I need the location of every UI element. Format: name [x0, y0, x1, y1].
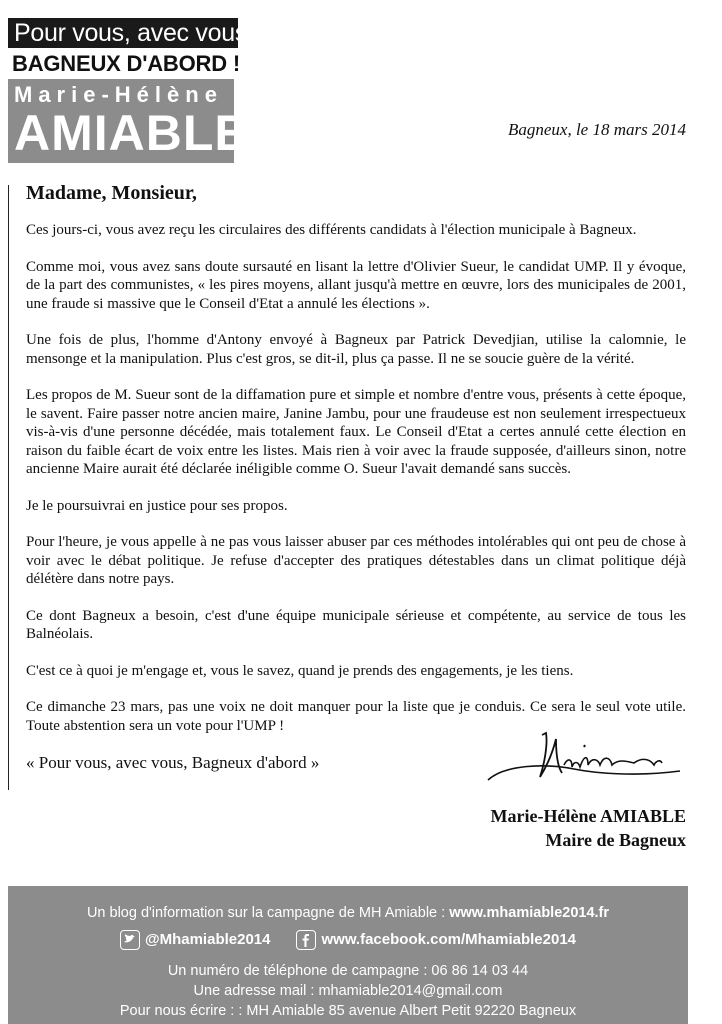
paragraph: Une fois de plus, l'homme d'Antony envoyé à Bagneux par Patrick Devedjian, utilise la calomnie, le mensonge et la manipulation. Plus c'est gros, se dit-il, plus ça passe. Il ne se soucie guère de la vérité.	[26, 332, 686, 367]
social-links	[8, 929, 688, 951]
letter-body	[26, 182, 686, 773]
paragraph: Je le poursuivrai en justice pour ses propos.	[26, 497, 288, 514]
campaign-motto: « Pour vous, avec vous, Bagneux d'abord »	[26, 753, 320, 772]
paragraph: Ce dont Bagneux a besoin, c'est d'une équipe municipale sérieuse et compétente, au service de tous les Balnéolais.	[26, 607, 686, 642]
paragraph: Comme moi, vous avez sans doute sursauté en lisant la lettre d'Olivier Sueur, le candidat UMP. Il y évoque, de la part des communistes, « les pires moyens, allant jusqu'à mettre en œuvre, lors des municipales de 2001, une fraude si massive que le Conseil d'Etat a annulé les élections ».	[26, 258, 686, 312]
campaign-logo	[8, 18, 249, 163]
twitter-icon	[120, 930, 140, 950]
margin-rule	[8, 185, 9, 790]
paragraph: Pour l'heure, je vous appelle à ne pas vous laisser abuser par ces méthodes intolérables qui ont peu de chose à voir avec le débat politique. Je refuse d'accepter des pratiques détestables dans un climat politique déjà délétère dans notre pays.	[26, 534, 686, 587]
contact-footer	[8, 886, 688, 1024]
logo-tagline: Pour vous, avec vous	[8, 18, 238, 48]
signatory-title: Maire de Bagneux	[545, 830, 686, 850]
paragraph: Ce dimanche 23 mars, pas une voix ne doit manquer pour la liste que je conduis. Ce sera le seul vote utile. Toute abstention sera un vote pour l'UMP !	[26, 699, 686, 734]
twitter-handle: @Mhamiable2014	[144, 931, 271, 948]
paragraph: C'est ce à quoi je m'engage et, vous le savez, quand je prends des engagements, je les tiens.	[26, 662, 574, 679]
dateline: Bagneux, le 18 mars 2014	[507, 120, 686, 139]
logo-name-block	[8, 79, 249, 163]
twitter-link[interactable]	[120, 929, 271, 951]
blog-line	[8, 903, 688, 923]
email-line: Une adresse mail : mhamiable2014@gmail.com	[193, 983, 503, 999]
facebook-icon	[296, 930, 316, 950]
signatory-name: Marie-Hélène AMIABLE	[490, 806, 686, 826]
logo-slogan: BAGNEUX D'ABORD !	[12, 51, 240, 76]
paragraph: Les propos de M. Sueur sont de la diffamation pure et simple et nombre d'entre vous, présents à cette époque, le savent. Faire passer notre ancien maire, Janine Jambu, pour une fraudeuse est non seulement irrespectueux vis-à-vis d'une personne décédée, mais totalement faux. Le Conseil d'Etat a certes annulé cette élection en raison du faible écart de voix entre les listes. Mais rien à voir avec la fraude supposée, d'ailleurs sinon, notre ancienne Maire aurait été déclarée inéligible comme O. Sueur l'avait demandé sans succès.	[26, 387, 686, 477]
contact-details	[8, 961, 688, 1021]
address-line: Pour nous écrire : : MH Amiable 85 avenue Albert Petit 92220 Bagneux	[119, 1003, 577, 1019]
facebook-url: www.facebook.com/Mhamiable2014	[321, 931, 577, 948]
blog-link[interactable]: www.mhamiable2014.fr	[449, 905, 610, 921]
salutation: Madame, Monsieur,	[26, 182, 197, 204]
blog-label: Un blog d'information sur la campagne de MH Amiable :	[86, 905, 450, 921]
phone-line: Un numéro de téléphone de campagne : 06 86 14 03 44	[167, 963, 529, 979]
signatory	[491, 804, 686, 852]
logo-first-name: Marie-Hélène	[14, 82, 223, 107]
paragraph: Ces jours-ci, vous avez reçu les circulaires des différents candidats à l'élection municipale à Bagneux.	[26, 222, 637, 238]
logo-surname: AMIABLE	[14, 105, 249, 161]
facebook-link[interactable]	[296, 929, 576, 951]
handwritten-signature	[484, 725, 684, 795]
